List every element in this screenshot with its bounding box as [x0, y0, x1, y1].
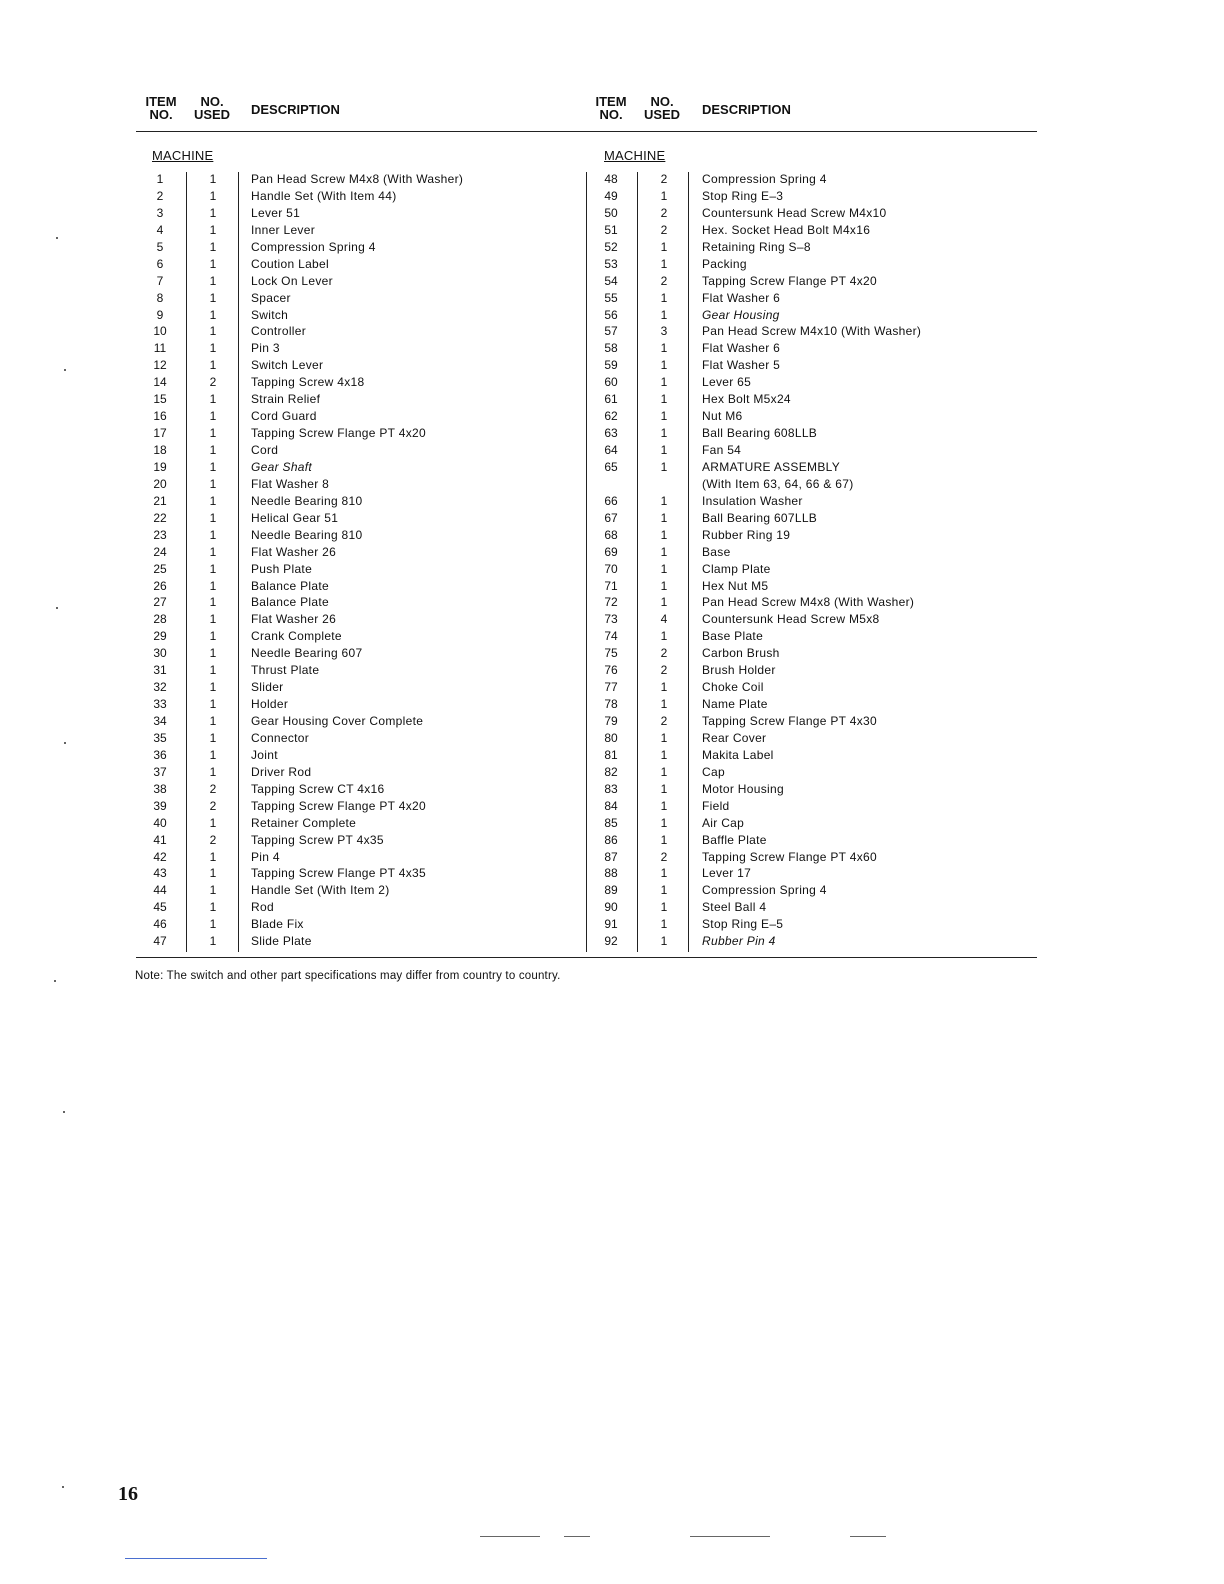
quantity-used: 1	[209, 697, 217, 712]
quantity-used: 1	[209, 205, 217, 220]
part-description: Ball Bearing 607LLB	[702, 510, 818, 525]
part-description: (With Item 63, 64, 66 & 67)	[702, 476, 854, 491]
part-description: Brush Holder	[702, 663, 776, 678]
item-number: 80	[604, 730, 618, 745]
part-description: Connector	[251, 730, 310, 745]
item-number: 45	[153, 900, 167, 915]
quantity-used: 1	[209, 239, 217, 254]
scan-speck	[64, 742, 66, 744]
item-number: 86	[604, 832, 618, 847]
item-number: 75	[604, 646, 618, 661]
part-description: Countersunk Head Screw M5x8	[702, 612, 880, 627]
quantity-used: 1	[209, 866, 217, 881]
header-no-used: NO. USED	[193, 94, 231, 122]
part-description: Name Plate	[702, 697, 768, 712]
item-number: 37	[153, 764, 167, 779]
part-description: Pin 4	[251, 849, 280, 864]
item-number: 68	[604, 527, 618, 542]
part-description: Tapping Screw PT 4x35	[251, 832, 384, 847]
quantity-used: 1	[209, 426, 217, 441]
part-description: Needle Bearing 607	[251, 646, 363, 661]
header-description: DESCRIPTION	[251, 102, 340, 117]
part-description: Tapping Screw Flange PT 4x20	[251, 426, 426, 441]
part-description: Retainer Complete	[251, 815, 357, 830]
part-description: Base	[702, 544, 731, 559]
quantity-used: 2	[660, 849, 668, 864]
quantity-used: 1	[209, 680, 217, 695]
quantity-used: 4	[660, 612, 668, 627]
quantity-used: 1	[660, 781, 668, 796]
quantity-used: 1	[209, 409, 217, 424]
item-number: 32	[153, 680, 167, 695]
quantity-used: 1	[209, 629, 217, 644]
item-number: 6	[156, 256, 164, 271]
quantity-used: 1	[209, 290, 217, 305]
quantity-used: 1	[209, 392, 217, 407]
item-number: 24	[153, 544, 167, 559]
item-number: 55	[604, 290, 618, 305]
part-description: Air Cap	[702, 815, 745, 830]
item-number: 83	[604, 781, 618, 796]
item-number: 50	[604, 205, 618, 220]
part-description: Cord Guard	[251, 409, 317, 424]
header-no-used: NO. USED	[643, 94, 681, 122]
quantity-used: 1	[209, 544, 217, 559]
part-description: Joint	[251, 747, 278, 762]
part-description: Field	[702, 798, 730, 813]
quantity-used: 1	[209, 934, 217, 949]
quantity-used: 1	[660, 409, 668, 424]
quantity-used: 1	[660, 375, 668, 390]
quantity-used: 1	[209, 714, 217, 728]
item-number: 17	[153, 426, 167, 441]
item-number: 69	[604, 544, 618, 559]
quantity-used: 1	[660, 459, 668, 474]
part-description: Lever 65	[702, 375, 752, 390]
part-description: Rubber Pin 4	[702, 934, 776, 949]
part-description: Flat Washer 8	[251, 476, 330, 491]
item-number: 40	[153, 815, 167, 830]
part-description: Gear Housing	[702, 307, 780, 322]
part-description: Base Plate	[702, 629, 764, 644]
item-number: 48	[604, 172, 618, 186]
item-number: 43	[153, 866, 167, 881]
quantity-used: 1	[660, 883, 668, 898]
item-number: 79	[604, 714, 618, 728]
quantity-used: 1	[660, 358, 668, 373]
quantity-used: 1	[660, 493, 668, 508]
part-description: Stop Ring E–3	[702, 188, 784, 203]
part-description: Gear Housing Cover Complete	[251, 714, 424, 728]
item-number: 87	[604, 849, 618, 864]
quantity-used: 1	[660, 917, 668, 932]
item-number: 56	[604, 307, 618, 322]
quantity-used: 2	[660, 172, 668, 186]
item-number: 71	[604, 578, 618, 593]
item-number: 35	[153, 730, 167, 745]
quantity-used: 1	[209, 612, 217, 627]
part-description: Tapping Screw 4x18	[251, 375, 365, 390]
part-description: Compression Spring 4	[702, 883, 827, 898]
part-description: Pan Head Screw M4x10 (With Washer)	[702, 324, 922, 339]
item-number: 11	[153, 341, 167, 356]
part-description: Lock On Lever	[251, 273, 333, 288]
item-number: 26	[153, 578, 167, 593]
quantity-used: 1	[209, 459, 217, 474]
quantity-used: 1	[209, 917, 217, 932]
scan-speck	[63, 1111, 65, 1113]
item-number: 52	[604, 239, 618, 254]
quantity-used: 2	[660, 646, 668, 661]
item-number: 57	[604, 324, 618, 339]
quantity-used: 1	[209, 222, 217, 237]
item-number: 76	[604, 663, 618, 678]
quantity-used: 1	[660, 188, 668, 203]
header-item-no: ITEM NO.	[595, 94, 627, 122]
part-description: Clamp Plate	[702, 561, 771, 576]
item-number: 30	[153, 646, 167, 661]
part-description: Strain Relief	[251, 392, 321, 407]
part-description: Controller	[251, 324, 307, 339]
item-number: 90	[604, 900, 618, 915]
part-description: ARMATURE ASSEMBLY	[702, 459, 841, 474]
item-number: 20	[153, 476, 167, 491]
item-number: 34	[153, 714, 167, 728]
item-number: 58	[604, 341, 618, 356]
part-description: Pan Head Screw M4x8 (With Washer)	[702, 595, 915, 610]
part-description: Flat Washer 6	[702, 341, 781, 356]
part-description: Hex Bolt M5x24	[702, 392, 791, 407]
header-description: DESCRIPTION	[702, 102, 791, 117]
item-number: 22	[153, 510, 167, 525]
item-number: 46	[153, 917, 167, 932]
item-number: 39	[153, 798, 167, 813]
part-description: Flat Washer 26	[251, 544, 337, 559]
item-number: 14	[153, 375, 167, 390]
quantity-used: 1	[660, 527, 668, 542]
part-description: Inner Lever	[251, 222, 316, 237]
part-description: Thrust Plate	[251, 663, 320, 678]
item-number: 19	[153, 459, 167, 474]
quantity-used: 1	[660, 798, 668, 813]
quantity-used: 1	[660, 764, 668, 779]
quantity-used: 1	[209, 324, 217, 339]
item-number: 7	[156, 273, 164, 288]
part-description: Rubber Ring 19	[702, 527, 791, 542]
item-number: 89	[604, 883, 618, 898]
quantity-used: 1	[660, 595, 668, 610]
item-number: 64	[604, 443, 618, 457]
part-description: Needle Bearing 810	[251, 493, 363, 508]
item-number: 18	[153, 443, 167, 457]
item-number: 8	[156, 290, 164, 305]
part-description: Gear Shaft	[251, 459, 313, 474]
part-description: Balance Plate	[251, 595, 329, 610]
quantity-used: 1	[660, 544, 668, 559]
quantity-used: 1	[209, 747, 217, 762]
item-number: 42	[153, 849, 167, 864]
quantity-used: 2	[660, 663, 668, 678]
item-number: 85	[604, 815, 618, 830]
quantity-used: 1	[660, 832, 668, 847]
item-number: 41	[153, 832, 167, 847]
page-number: 16	[118, 1483, 138, 1505]
quantity-used: 1	[209, 476, 217, 491]
part-description: Handle Set (With Item 44)	[251, 188, 397, 203]
item-number: 51	[604, 222, 618, 237]
quantity-used: 1	[660, 307, 668, 322]
item-number: 10	[153, 324, 167, 339]
part-description: Coution Label	[251, 256, 329, 271]
part-description: Flat Washer 6	[702, 290, 781, 305]
part-description: Retaining Ring S–8	[702, 239, 811, 254]
quantity-used: 2	[660, 205, 668, 220]
item-number: 21	[153, 493, 167, 508]
part-description: Fan 54	[702, 443, 742, 457]
part-description: Choke Coil	[702, 680, 764, 695]
item-number: 81	[604, 747, 618, 762]
part-description: Handle Set (With Item 2)	[251, 883, 390, 898]
part-description: Driver Rod	[251, 764, 312, 779]
quantity-used: 1	[660, 239, 668, 254]
part-description: Slide Plate	[251, 934, 312, 949]
item-number: 63	[604, 426, 618, 441]
part-description: Spacer	[251, 290, 291, 305]
section-label-left: MACHINE	[152, 148, 214, 163]
quantity-used: 1	[660, 900, 668, 915]
quantity-used: 1	[660, 730, 668, 745]
part-description: Countersunk Head Screw M4x10	[702, 205, 887, 220]
item-number: 3	[156, 205, 164, 220]
table-bottom-rule	[136, 957, 1037, 958]
part-description: Rear Cover	[702, 730, 767, 745]
item-number: 67	[604, 510, 618, 525]
quantity-used: 1	[660, 697, 668, 712]
part-description: Balance Plate	[251, 578, 329, 593]
part-description: Crank Complete	[251, 629, 342, 644]
quantity-used: 1	[660, 866, 668, 881]
quantity-used: 3	[660, 324, 668, 339]
part-description: Flat Washer 5	[702, 358, 781, 373]
quantity-used: 1	[209, 900, 217, 915]
part-description: Switch Lever	[251, 358, 324, 373]
item-number: 44	[153, 883, 167, 898]
scan-artifact-line	[690, 1536, 770, 1537]
scan-speck	[56, 237, 58, 239]
quantity-used: 2	[660, 714, 668, 728]
part-description: Hex. Socket Head Bolt M4x16	[702, 222, 871, 237]
item-number: 66	[604, 493, 618, 508]
specification-note: Note: The switch and other part specifications may differ from country to country.	[135, 970, 561, 982]
part-description: Flat Washer 26	[251, 612, 337, 627]
scan-speck	[54, 980, 56, 982]
quantity-used: 1	[660, 341, 668, 356]
part-description: Blade Fix	[251, 917, 304, 932]
quantity-used: 2	[209, 798, 217, 813]
quantity-used: 1	[209, 527, 217, 542]
quantity-used: 1	[209, 273, 217, 288]
item-number: 16	[153, 409, 167, 424]
item-number: 54	[604, 273, 618, 288]
part-description: Tapping Screw Flange PT 4x60	[702, 849, 877, 864]
quantity-used: 1	[209, 256, 217, 271]
quantity-used: 1	[209, 172, 217, 186]
item-number: 65	[604, 459, 618, 474]
item-number: 70	[604, 561, 618, 576]
part-description: Helical Gear 51	[251, 510, 339, 525]
quantity-used: 1	[660, 256, 668, 271]
quantity-used: 2	[209, 781, 217, 796]
part-description: Pan Head Screw M4x8 (With Washer)	[251, 172, 464, 186]
part-description: Rod	[251, 900, 274, 915]
part-description: Cord	[251, 443, 279, 457]
item-number: 9	[156, 307, 164, 322]
quantity-used: 1	[209, 341, 217, 356]
item-number: 28	[153, 612, 167, 627]
part-description: Switch	[251, 307, 289, 322]
scan-speck	[62, 1486, 64, 1488]
item-number: 53	[604, 256, 618, 271]
item-number: 78	[604, 697, 618, 712]
item-number: 84	[604, 798, 618, 813]
scan-artifact-line	[480, 1536, 540, 1537]
item-number: 49	[604, 188, 618, 203]
quantity-used: 1	[660, 561, 668, 576]
quantity-used: 2	[209, 375, 217, 390]
quantity-used: 1	[660, 747, 668, 762]
part-description: Makita Label	[702, 747, 774, 762]
quantity-used: 1	[209, 493, 217, 508]
part-description: Tapping Screw Flange PT 4x30	[702, 714, 877, 728]
part-description: Tapping Screw CT 4x16	[251, 781, 385, 796]
quantity-used: 1	[660, 443, 668, 457]
item-number: 60	[604, 375, 618, 390]
item-number: 88	[604, 866, 618, 881]
quantity-used: 2	[209, 832, 217, 847]
part-description: Stop Ring E–5	[702, 917, 784, 932]
item-number: 91	[604, 917, 618, 932]
part-description: Slider	[251, 680, 284, 695]
item-number: 61	[604, 392, 618, 407]
quantity-used: 1	[209, 307, 217, 322]
part-description: Hex Nut M5	[702, 578, 769, 593]
item-number: 23	[153, 527, 167, 542]
item-number: 4	[156, 222, 164, 237]
item-number: 27	[153, 595, 167, 610]
item-number: 82	[604, 764, 618, 779]
quantity-used: 1	[209, 510, 217, 525]
part-description: Holder	[251, 697, 289, 712]
quantity-used: 1	[209, 815, 217, 830]
part-description: Tapping Screw Flange PT 4x20	[251, 798, 426, 813]
item-number: 5	[156, 239, 164, 254]
quantity-used: 1	[660, 629, 668, 644]
quantity-used: 1	[209, 188, 217, 203]
item-number: 77	[604, 680, 618, 695]
item-number: 1	[156, 172, 164, 186]
scan-speck	[64, 369, 66, 371]
quantity-used: 1	[209, 730, 217, 745]
header-rule	[136, 131, 1037, 132]
part-description: Tapping Screw Flange PT 4x20	[702, 273, 877, 288]
item-number: 12	[153, 358, 167, 373]
section-label-right: MACHINE	[604, 148, 666, 163]
item-number: 72	[604, 595, 618, 610]
quantity-used: 1	[209, 883, 217, 898]
quantity-used: 1	[660, 290, 668, 305]
scan-artifact-line	[564, 1536, 590, 1537]
quantity-used: 1	[209, 646, 217, 661]
item-number: 73	[604, 612, 618, 627]
scan-artifact-line	[850, 1536, 886, 1537]
quantity-used: 1	[660, 392, 668, 407]
item-number: 2	[156, 188, 164, 203]
part-description: Nut M6	[702, 409, 743, 424]
scan-speck	[56, 607, 58, 609]
quantity-used: 1	[660, 680, 668, 695]
scan-artifact-blue-line	[125, 1558, 267, 1559]
quantity-used: 1	[209, 578, 217, 593]
item-number: 74	[604, 629, 618, 644]
item-number: 29	[153, 629, 167, 644]
part-description: Compression Spring 4	[702, 172, 827, 186]
item-number: 15	[153, 392, 167, 407]
quantity-used: 1	[209, 561, 217, 576]
part-description: Lever 17	[702, 866, 752, 881]
part-description: Carbon Brush	[702, 646, 780, 661]
part-description: Steel Ball 4	[702, 900, 767, 915]
quantity-used: 1	[209, 358, 217, 373]
part-description: Motor Housing	[702, 781, 784, 796]
quantity-used: 1	[209, 849, 217, 864]
part-description: Push Plate	[251, 561, 313, 576]
quantity-used: 1	[209, 663, 217, 678]
quantity-used: 1	[660, 578, 668, 593]
item-number: 92	[604, 934, 618, 949]
part-description: Packing	[702, 256, 747, 271]
quantity-used: 1	[209, 595, 217, 610]
part-description: Insulation Washer	[702, 493, 803, 508]
quantity-used: 2	[660, 273, 668, 288]
part-description: Baffle Plate	[702, 832, 767, 847]
header-item-no: ITEM NO.	[145, 94, 177, 122]
column-divider	[586, 172, 587, 952]
quantity-used: 1	[209, 764, 217, 779]
item-number: 59	[604, 358, 618, 373]
part-description: Tapping Screw Flange PT 4x35	[251, 866, 426, 881]
part-description: Ball Bearing 608LLB	[702, 426, 818, 441]
item-number: 38	[153, 781, 167, 796]
part-description: Pin 3	[251, 341, 280, 356]
quantity-used: 2	[660, 222, 668, 237]
part-description: Lever 51	[251, 205, 301, 220]
part-description: Cap	[702, 764, 725, 779]
quantity-used: 1	[660, 934, 668, 949]
item-number: 36	[153, 747, 167, 762]
part-description: Needle Bearing 810	[251, 527, 363, 542]
quantity-used: 1	[209, 443, 217, 457]
part-description: Compression Spring 4	[251, 239, 376, 254]
quantity-used: 1	[660, 426, 668, 441]
item-number: 31	[153, 663, 167, 678]
quantity-used: 1	[660, 815, 668, 830]
item-number: 47	[153, 934, 167, 949]
item-number: 62	[604, 409, 618, 424]
item-number: 25	[153, 561, 167, 576]
item-number: 33	[153, 697, 167, 712]
quantity-used: 1	[660, 510, 668, 525]
